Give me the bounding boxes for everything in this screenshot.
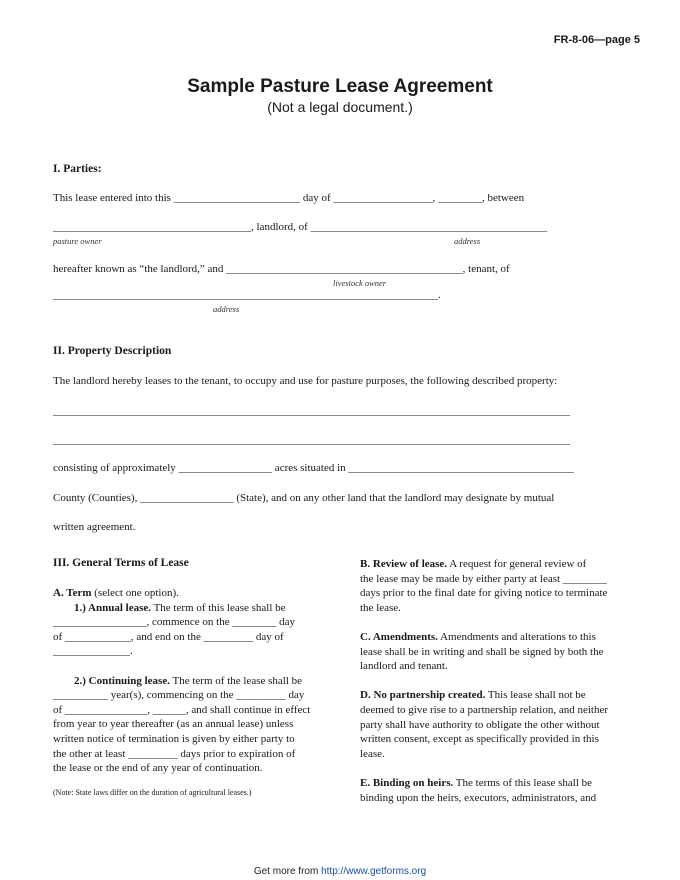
livestock-owner-caption: livestock owner [333, 278, 387, 288]
parties-line-4: ______________________________________________________________________. [53, 289, 441, 301]
partnership-title: D. No partnership created. [360, 689, 486, 702]
annual-lease-line-3: of ____________, and end on the _________ day of [53, 630, 284, 643]
amendments-heading-line: C. Amendments. Amendments and alterations to this [360, 630, 596, 643]
footer-prefix: Get more from [253, 866, 322, 877]
annual-lease-line-4: ______________. [53, 645, 133, 658]
amendments-line-2: lease shall be in writing and shall be signed by both the [360, 645, 604, 658]
landlord-address-caption: address [454, 236, 481, 246]
property-line-3: County (Counties), _________________ (State), and on any other land that the landlord may designate by mutual [53, 492, 555, 504]
partnership-line-3: party shall have authority to obligate the other without [360, 718, 600, 731]
continuing-lease-line-2: __________ year(s), commencing on the _________ day [53, 689, 305, 702]
continuing-lease-line-6: the other at least _________ days prior to expiration of [53, 747, 296, 760]
review-heading-line: B. Review of lease. A request for general review of [360, 558, 587, 570]
term-section [53, 586, 310, 776]
property-line-2: consisting of approximately _________________ acres situated in _________________________________________ [53, 462, 574, 474]
property-blank-line-2: ______________________________________________________________________________________________ [53, 434, 570, 446]
annual-lease-line-2: _________________, commence on the ________ day [53, 616, 295, 629]
review-line-2: the lease may be made by either party at least ________ [360, 572, 607, 585]
annual-lease-title: 1.) Annual lease. [74, 601, 152, 614]
terms-heading: III. General Terms of Lease [53, 557, 189, 569]
review-line-4: the lease. [360, 601, 401, 614]
partnership-line-4: written consent, except as specifically provided in this [360, 733, 599, 746]
document-title: Sample Pasture Lease Agreement [187, 76, 493, 97]
amendments-line-3: landlord and tenant. [360, 660, 448, 673]
parties-line-3: hereafter known as “the landlord,” and ___________________________________________, tenant, of [53, 263, 510, 275]
heirs-line-2: binding upon the heirs, executors, administrators, and [360, 791, 597, 804]
property-line-4: written agreement. [53, 521, 136, 533]
parties-line-1: This lease entered into this _______________________ day of __________________, ________, between [53, 192, 525, 204]
term-title: A. Term [53, 587, 92, 599]
property-blank-line-1: ______________________________________________________________________________________________ [53, 405, 570, 417]
parties-line-2: ____________________________________, landlord, of ___________________________________________ [53, 221, 548, 233]
property-heading: II. Property Description [53, 345, 172, 357]
amendments-title: C. Amendments. [360, 630, 438, 643]
continuing-lease-line-7: the lease or the end of any year of continuation. [53, 762, 263, 775]
state-law-note: (Note: State laws differ on the duration of agricultural leases.) [53, 788, 252, 797]
annual-lease-line: 1.) Annual lease. The term of this lease shall be [74, 601, 286, 614]
continuing-lease-line-5: written notice of termination is given by either party to [53, 732, 295, 745]
continuing-lease-title: 2.) Continuing lease. [74, 674, 170, 687]
continuing-lease-line-4: from year to year thereafter (as an annual lease) unless [53, 718, 294, 731]
partnership-heading-line: D. No partnership created. This lease shall not be [360, 689, 586, 702]
footer-link[interactable]: http://www.getforms.org [321, 866, 427, 877]
footer [0, 866, 680, 877]
partnership-line-2: deemed to give rise to a partnership relation, and neither [360, 703, 609, 716]
page-number: FR-8-06—page 5 [553, 34, 640, 46]
property-line-1: The landlord hereby leases to the tenant, to occupy and use for pasture purposes, the following described property: [53, 375, 558, 387]
continuing-lease-line-3: of _______________, ______, and shall continue in effect [53, 703, 311, 716]
heirs-heading-line: E. Binding on heirs. The terms of this lease shall be [360, 776, 593, 789]
continuing-lease-line: 2.) Continuing lease. The term of the lease shall be [74, 674, 303, 687]
pasture-owner-caption: pasture owner [53, 236, 102, 246]
term-heading-line: A. Term (select one option). [53, 587, 179, 599]
tenant-address-caption: address [213, 304, 240, 314]
document-subtitle: (Not a legal document.) [267, 99, 413, 115]
review-line-3: days prior to the final date for giving notice to terminate [360, 587, 608, 600]
heirs-title: E. Binding on heirs. [360, 776, 454, 789]
review-title: B. Review of lease. [360, 558, 448, 570]
partnership-line-5: lease. [360, 747, 385, 760]
parties-heading: I. Parties: [53, 163, 102, 175]
terms-right-column [360, 557, 608, 805]
